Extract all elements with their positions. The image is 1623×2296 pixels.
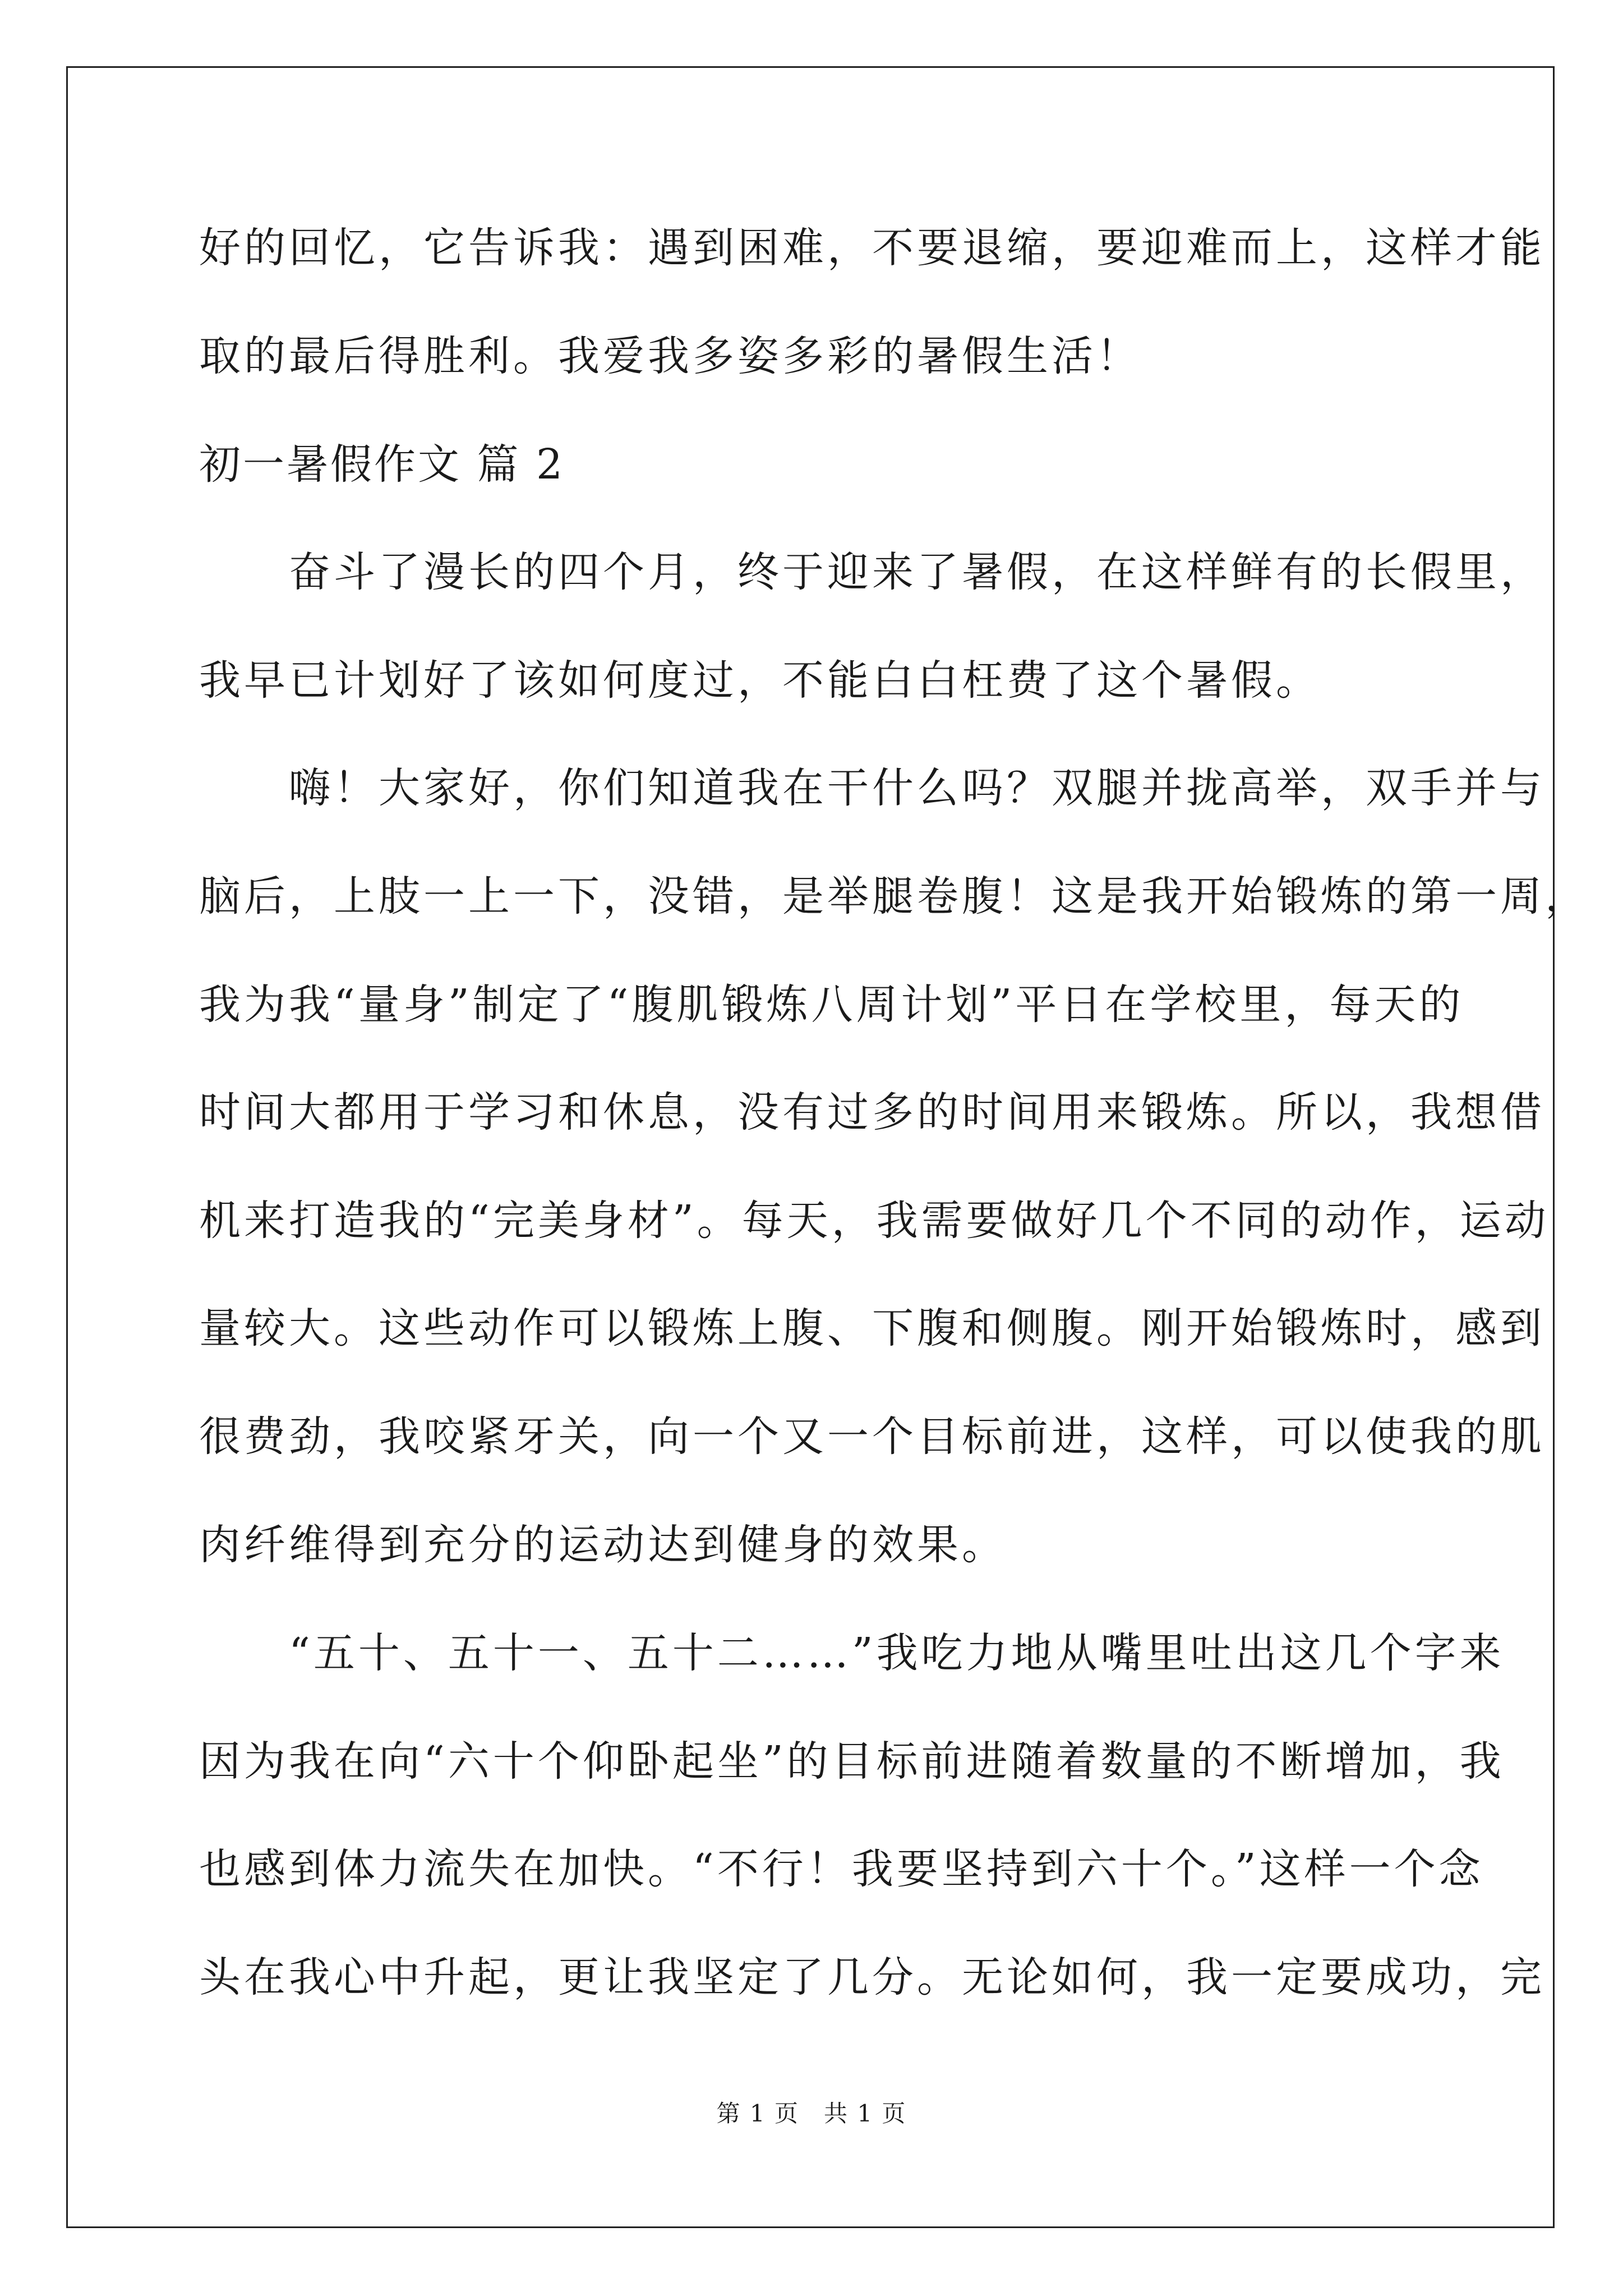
text-line-8: 我为我“量身”制定了“腹肌锻炼八周计划”平日在学校里，每天的: [199, 981, 1464, 1029]
text-line-1: 好的回忆，它告诉我：遇到困难，不要退缩，要迎难而上，这样才能: [199, 224, 1545, 272]
text-line-4: 奋斗了漫长的四个月，终于迎来了暑假，在这样鲜有的长假里，: [199, 548, 1545, 596]
text-line-2: 取的最后得胜利。我爱我多姿多彩的暑假生活！: [199, 332, 1141, 380]
text-line-7: 脑后，上肢一上一下，没错，是举腿卷腹！这是我开始锻炼的第一周，: [199, 872, 1590, 921]
text-line-6: 嗨！大家好，你们知道我在干什么吗？双腿并拢高举，双手并与: [199, 764, 1545, 812]
page-footer: 第 1 页 共 1 页: [716, 2100, 907, 2127]
section-heading: 初一暑假作文 篇 2: [199, 440, 565, 489]
text-line-12: 很费劲，我咬紧牙关，向一个又一个目标前进，这样，可以使我的肌: [199, 1412, 1545, 1461]
text-line-9: 时间大都用于学习和休息，没有过多的时间用来锻炼。所以，我想借: [199, 1088, 1545, 1137]
text-line-16: 也感到体力流失在加快。“不行！我要坚持到六十个。”这样一个念: [199, 1845, 1484, 1893]
page-border: [66, 66, 1555, 2228]
text-line-11: 量较大。这些动作可以锻炼上腹、下腹和侧腹。刚开始锻炼时，感到: [199, 1304, 1545, 1352]
text-line-14: “五十、五十一、五十二……”我吃力地从嘴里吐出这几个字来: [199, 1629, 1505, 1677]
text-line-5: 我早已计划好了该如何度过，不能白白枉费了这个暑假。: [199, 656, 1321, 705]
text-line-13: 肉纤维得到充分的运动达到健身的效果。: [199, 1521, 1007, 1569]
text-line-17: 头在我心中升起，更让我坚定了几分。无论如何，我一定要成功，完: [199, 1953, 1545, 2001]
text-line-15: 因为我在向“六十个仰卧起坐”的目标前进随着数量的不断增加，我: [199, 1737, 1505, 1786]
text-line-10: 机来打造我的“完美身材”。每天，我需要做好几个不同的动作，运动: [199, 1197, 1550, 1245]
